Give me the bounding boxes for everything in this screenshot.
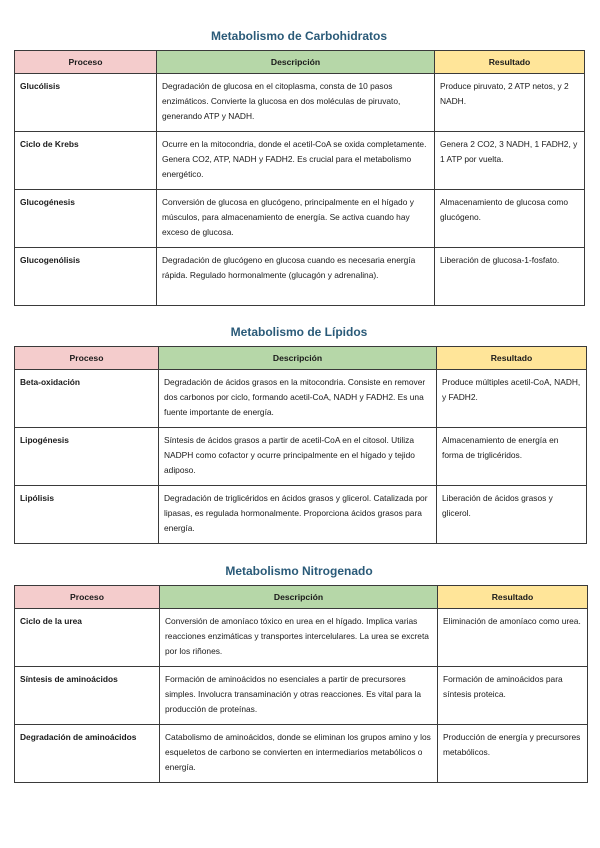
header-resultado: Resultado <box>437 347 587 370</box>
header-descripcion: Descripción <box>157 51 435 74</box>
header-descripcion: Descripción <box>159 347 437 370</box>
section-title: Metabolismo de Carbohidratos <box>210 29 388 43</box>
cell-descripcion: Degradación de glucosa en el citoplasma, consta de 10 pasos enzimáticos. Convierte la glucosa en dos moléculas de piruvato, generando ATP y NADH. <box>157 74 435 132</box>
cell-descripcion: Conversión de amoníaco tóxico en urea en el hígado. Implica varias reacciones enzimáticas y transportes intercelulares. La urea se excreta por los riñones. <box>160 609 438 667</box>
table-row <box>15 428 587 486</box>
cell-proceso: Glucogenólisis <box>15 248 157 306</box>
cell-descripcion: Ocurre en la mitocondria, donde el acetil-CoA se oxida completamente. Genera CO2, ATP, NADH y FADH2. Es crucial para el metabolismo energético. <box>157 132 435 190</box>
header-proceso: Proceso <box>15 347 159 370</box>
header-proceso: Proceso <box>15 51 157 74</box>
table-row <box>15 74 585 132</box>
table-row <box>15 667 588 725</box>
table-header-row <box>15 347 587 370</box>
table-row <box>15 370 587 428</box>
cell-resultado: Liberación de ácidos grasos y glicerol. <box>437 486 587 544</box>
cell-proceso: Lipólisis <box>15 486 159 544</box>
header-resultado: Resultado <box>438 586 588 609</box>
table-header-row <box>15 51 585 74</box>
cell-descripcion: Degradación de glucógeno en glucosa cuando es necesaria energía rápida. Regulado hormonalmente (glucagón y adrenalina). <box>157 248 435 306</box>
table-row <box>15 190 585 248</box>
cell-descripcion: Degradación de ácidos grasos en la mitocondria. Consiste en remover dos carbonos por ciclo, formando acetil-CoA, NADH y FADH2. Es una fuente importante de energía. <box>159 370 437 428</box>
cell-proceso: Glucólisis <box>15 74 157 132</box>
cell-resultado: Produce múltiples acetil-CoA, NADH, y FADH2. <box>437 370 587 428</box>
cell-proceso: Beta-oxidación <box>15 370 159 428</box>
cell-resultado: Produce piruvato, 2 ATP netos, y 2 NADH. <box>435 74 585 132</box>
cell-proceso: Lipogénesis <box>15 428 159 486</box>
cell-resultado: Almacenamiento de glucosa como glucógeno. <box>435 190 585 248</box>
section-nitrogenado <box>14 562 584 783</box>
cell-descripcion: Catabolismo de aminoácidos, donde se eliminan los grupos amino y los esqueletos de carbono se convierten en intermediarios metabólicos o energía. <box>160 725 438 783</box>
table-row <box>15 486 587 544</box>
table-lipidos <box>14 346 587 544</box>
cell-proceso: Ciclo de Krebs <box>15 132 157 190</box>
cell-proceso: Ciclo de la urea <box>15 609 160 667</box>
section-lipidos <box>14 323 584 544</box>
table-carbohidratos <box>14 50 585 306</box>
section-carbohidratos <box>14 27 584 306</box>
header-proceso: Proceso <box>15 586 160 609</box>
cell-resultado: Liberación de glucosa-1-fosfato. <box>435 248 585 306</box>
cell-resultado: Genera 2 CO2, 3 NADH, 1 FADH2, y 1 ATP por vuelta. <box>435 132 585 190</box>
cell-resultado: Formación de aminoácidos para síntesis proteica. <box>438 667 588 725</box>
cell-proceso: Glucogénesis <box>15 190 157 248</box>
section-title: Metabolismo de Lípidos <box>230 325 368 339</box>
cell-proceso: Degradación de aminoácidos <box>15 725 160 783</box>
table-nitrogenado <box>14 585 588 783</box>
header-descripcion: Descripción <box>160 586 438 609</box>
section-title: Metabolismo Nitrogenado <box>225 564 373 578</box>
cell-descripcion: Formación de aminoácidos no esenciales a partir de precursores simples. Involucra transaminación y otras reacciones. Es vital para la producción de proteínas. <box>160 667 438 725</box>
cell-descripcion: Síntesis de ácidos grasos a partir de acetil-CoA en el citosol. Utiliza NADPH como cofactor y ocurre principalmente en el hígado y tejido adiposo. <box>159 428 437 486</box>
table-row <box>15 248 585 306</box>
cell-resultado: Producción de energía y precursores metabólicos. <box>438 725 588 783</box>
cell-proceso: Síntesis de aminoácidos <box>15 667 160 725</box>
table-row <box>15 132 585 190</box>
table-row <box>15 609 588 667</box>
table-row <box>15 725 588 783</box>
table-header-row <box>15 586 588 609</box>
cell-descripcion: Degradación de triglicéridos en ácidos grasos y glicerol. Catalizada por lipasas, es regulada hormonalmente. Proporciona ácidos grasos para energía. <box>159 486 437 544</box>
cell-resultado: Eliminación de amoníaco como urea. <box>438 609 588 667</box>
cell-resultado: Almacenamiento de energía en forma de triglicéridos. <box>437 428 587 486</box>
cell-descripcion: Conversión de glucosa en glucógeno, principalmente en el hígado y músculos, para almacenamiento de energía. Se activa cuando hay exceso de glucosa. <box>157 190 435 248</box>
header-resultado: Resultado <box>435 51 585 74</box>
